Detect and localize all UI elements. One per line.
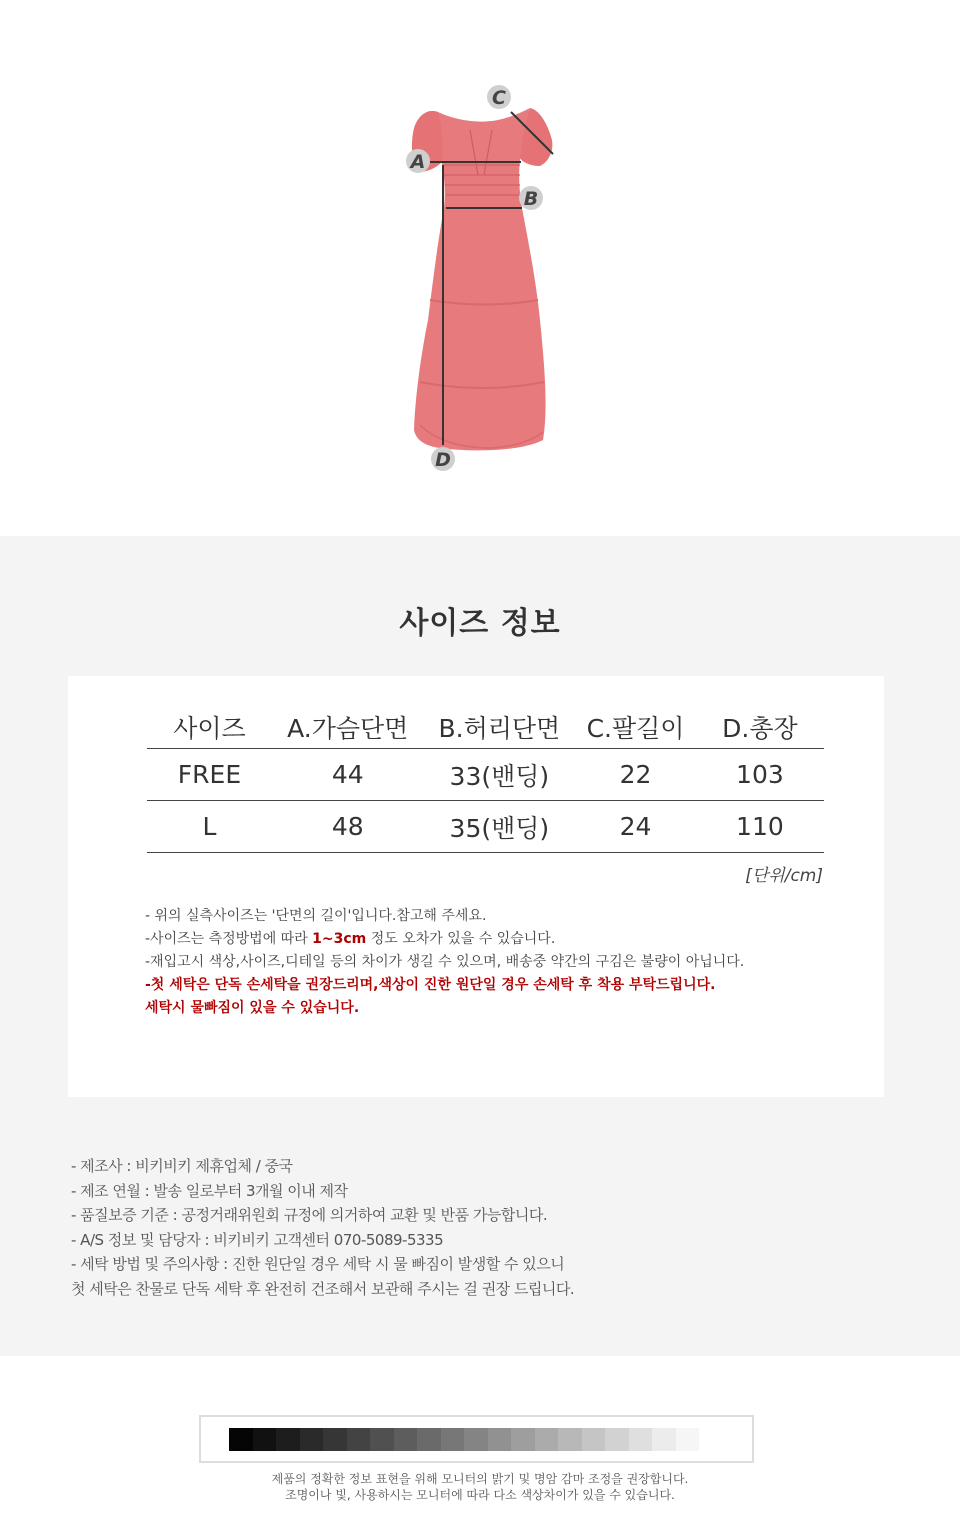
grayscale-strip <box>229 1428 699 1451</box>
grayscale-swatch <box>417 1428 441 1451</box>
header-waist: B.허리단면 <box>424 706 576 749</box>
grayscale-swatch <box>488 1428 512 1451</box>
cell-chest: 48 <box>272 801 424 853</box>
grayscale-swatch <box>629 1428 653 1451</box>
cell-waist: 35(밴딩) <box>424 801 576 853</box>
table-row <box>147 801 824 853</box>
note-line: - 위의 실측사이즈는 '단면의 길이'입니다.참고해 주세요. <box>145 908 487 924</box>
grayscale-swatch <box>394 1428 418 1451</box>
marker-c <box>487 85 511 109</box>
grayscale-swatch <box>535 1428 559 1451</box>
marker-a <box>406 149 430 173</box>
info-manufacture-date: - 제조 연월 : 발송 일로부터 3개월 이내 제작 <box>71 1181 348 1200</box>
note-line: -재입고시 색상,사이즈,디테일 등의 차이가 생길 수 있으며, 배송중 약간의 구김은 불량이 아닙니다. <box>145 954 745 970</box>
grayscale-swatch <box>441 1428 465 1451</box>
info-washing-method: - 세탁 방법 및 주의사항 : 진한 원단일 경우 세탁 시 물 빠짐이 발생할 수 있으니 <box>71 1255 565 1273</box>
grayscale-swatch <box>229 1428 253 1451</box>
grayscale-swatch <box>582 1428 606 1451</box>
svg-text:D: D <box>435 449 451 471</box>
header-sleeve: C.팔길이 <box>575 706 696 749</box>
cell-waist: 33(밴딩) <box>424 749 576 801</box>
note-text: -사이즈는 측정방법에 따라 <box>145 931 313 947</box>
size-notes <box>145 905 865 1020</box>
monitor-notice <box>0 1472 960 1503</box>
info-quality-guarantee: - 품질보증 기준 : 공정거래위원회 규정에 의거하여 교환 및 반품 가능합니다. <box>71 1206 548 1224</box>
grayscale-swatch <box>652 1428 676 1451</box>
monitor-notice-line: 조명이나 빛, 사용하시는 모니터에 따라 다소 색상차이가 있을 수 있습니다. <box>285 1487 675 1502</box>
marker-d <box>431 447 455 471</box>
header-length: D.총장 <box>696 706 824 749</box>
monitor-grayscale-box <box>199 1415 754 1463</box>
size-table <box>147 706 824 853</box>
grayscale-swatch <box>511 1428 535 1451</box>
dress-measurement-illustration <box>0 0 960 536</box>
cell-size: FREE <box>147 749 272 801</box>
grayscale-swatch <box>558 1428 582 1451</box>
header-chest: A.가슴단면 <box>272 706 424 749</box>
cell-sleeve: 22 <box>575 749 696 801</box>
marker-b <box>519 186 543 210</box>
grayscale-swatch <box>300 1428 324 1451</box>
washing-warning: -첫 세탁은 단독 손세탁을 권장드리며,색상이 진한 원단일 경우 손세탁 후 착용 부탁드립니다. <box>145 977 716 993</box>
dress-diagram <box>0 0 960 536</box>
grayscale-swatch <box>276 1428 300 1451</box>
cell-length: 110 <box>696 801 824 853</box>
info-washing-method-cont: 첫 세탁은 찬물로 단독 세탁 후 완전히 건조해서 보관해 주시는 걸 권장 드립니다. <box>71 1279 575 1298</box>
size-table-header <box>147 706 824 749</box>
size-table-card <box>68 676 884 1097</box>
svg-text:B: B <box>523 188 539 210</box>
note-text: 정도 오차가 있을 수 있습니다. <box>366 931 556 947</box>
svg-text:C: C <box>492 87 506 109</box>
grayscale-swatch <box>605 1428 629 1451</box>
grayscale-swatch <box>253 1428 277 1451</box>
cell-chest: 44 <box>272 749 424 801</box>
cell-sleeve: 24 <box>575 801 696 853</box>
size-info-title: 사이즈 정보 <box>399 606 561 641</box>
grayscale-swatch <box>323 1428 347 1451</box>
svg-text:A: A <box>410 151 426 173</box>
cell-length: 103 <box>696 749 824 801</box>
monitor-notice-line: 제품의 정확한 정보 표현을 위해 모니터의 밝기 및 명암 감마 조정을 권장합니다. <box>271 1472 689 1486</box>
grayscale-swatch <box>347 1428 371 1451</box>
info-as-contact: - A/S 정보 및 담당자 : 비키비키 고객센터 070-5089-5335 <box>71 1230 444 1249</box>
dress-shape <box>412 108 552 450</box>
grayscale-swatch <box>676 1428 700 1451</box>
table-row <box>147 749 824 801</box>
header-size: 사이즈 <box>147 706 272 749</box>
note-line <box>145 928 865 951</box>
size-info-section <box>0 536 960 1356</box>
grayscale-swatch <box>464 1428 488 1451</box>
info-manufacturer: - 제조사 : 비키비키 제휴업체 / 중국 <box>71 1157 293 1175</box>
unit-label: [단위/cm] <box>745 866 823 886</box>
product-info-list <box>71 1154 891 1301</box>
cell-size: L <box>147 801 272 853</box>
washing-warning: 세탁시 물빠짐이 있을 수 있습니다. <box>145 1000 360 1016</box>
grayscale-swatch <box>370 1428 394 1451</box>
error-range-highlight: 1~3cm <box>312 931 367 947</box>
